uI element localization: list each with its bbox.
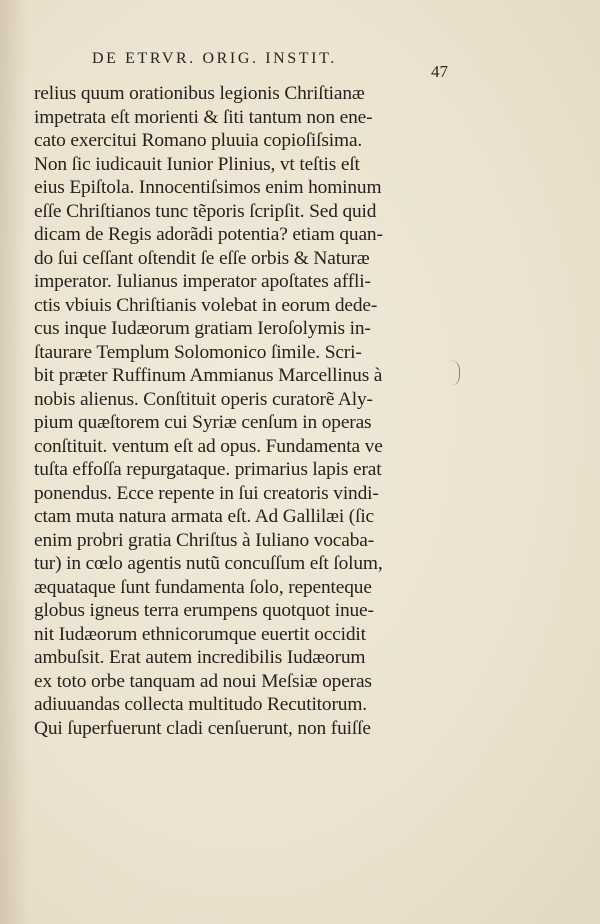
text-line: impetrata eſt morienti & ſiti tantum non ene- <box>34 106 373 128</box>
text-line: ſtaurare Templum Solomonico ſimile. Scri- <box>34 341 362 363</box>
text-line: æquataque ſunt fundamenta ſolo, repenteque <box>34 576 372 598</box>
text-line: eius Epiſtola. Innocentiſsimos enim hominum <box>34 177 382 198</box>
text-line: tur) in cœlo agentis nutũ concuſſum eſt ſolum, <box>34 553 383 574</box>
text-line: tuſta effoſſa repurgataque. primarius lapis erat <box>34 459 382 480</box>
text-line: cato exercitui Romano pluuia copioſiſsima. <box>34 130 363 151</box>
text-line: ponendus. Ecce repente in ſui creatoris vindi- <box>34 482 379 504</box>
text-line: Qui ſuperfuerunt cladi cenſuerunt, non fuiſſe <box>34 717 371 739</box>
text-line: enim probri gratia Chriſtus à Iuliano vocaba- <box>34 529 375 551</box>
body-text <box>34 82 444 740</box>
text-line: eſſe Chriſtianos tunc tẽporis ſcripſit. Sed quid <box>34 200 377 222</box>
text-line: do ſui ceſſant oſtendit ſe eſſe orbis & Naturæ <box>34 247 370 269</box>
running-head: DE ETRVR. ORIG. INSTIT. <box>92 50 337 67</box>
text-line: imperator. Iulianus imperator apoſtates affli- <box>34 271 371 292</box>
text-line: nobis alienus. Conſtituit operis curatorẽ Aly- <box>34 388 373 410</box>
text-line: ctis vbiuis Chriſtianis volebat in eorum dede- <box>34 294 378 316</box>
page-number: 47 <box>431 62 448 81</box>
text-line: ambuſsit. Erat autem incredibilis Iudæorum <box>34 647 366 668</box>
text-line: ex toto orbe tanquam ad noui Meſsiæ operas <box>34 670 372 692</box>
margin-bracket-mark <box>449 360 460 386</box>
text-line: cus inque Iudæorum gratiam Ieroſolymis in- <box>34 318 371 339</box>
text-line: adiuuandas collecta multitudo Recutitorum. <box>34 694 367 715</box>
text-line: relius quum orationibus legionis Chriſtianæ <box>34 83 365 104</box>
text-line: dicam de Regis adorãdi potentia? etiam quan- <box>34 224 383 245</box>
text-line: conſtituit. ventum eſt ad opus. Fundamenta ve <box>34 435 383 457</box>
text-line: nit Iudæorum ethnicorumque euertit occidit <box>34 623 366 645</box>
text-line: globus igneus terra erumpens quotquot inue- <box>34 600 374 621</box>
gutter-shadow <box>0 0 28 924</box>
text-line: bit præter Ruffinum Ammianus Marcellinus à <box>34 365 383 386</box>
text-line: pium quæſtorem cui Syriæ cenſum in operas <box>34 412 372 433</box>
text-line: ctam muta natura armata eſt. Ad Gallilæi (ſic <box>34 506 375 527</box>
text-line: Non ſic iudicauit Iunior Plinius, vt teſtis eſt <box>34 153 360 175</box>
